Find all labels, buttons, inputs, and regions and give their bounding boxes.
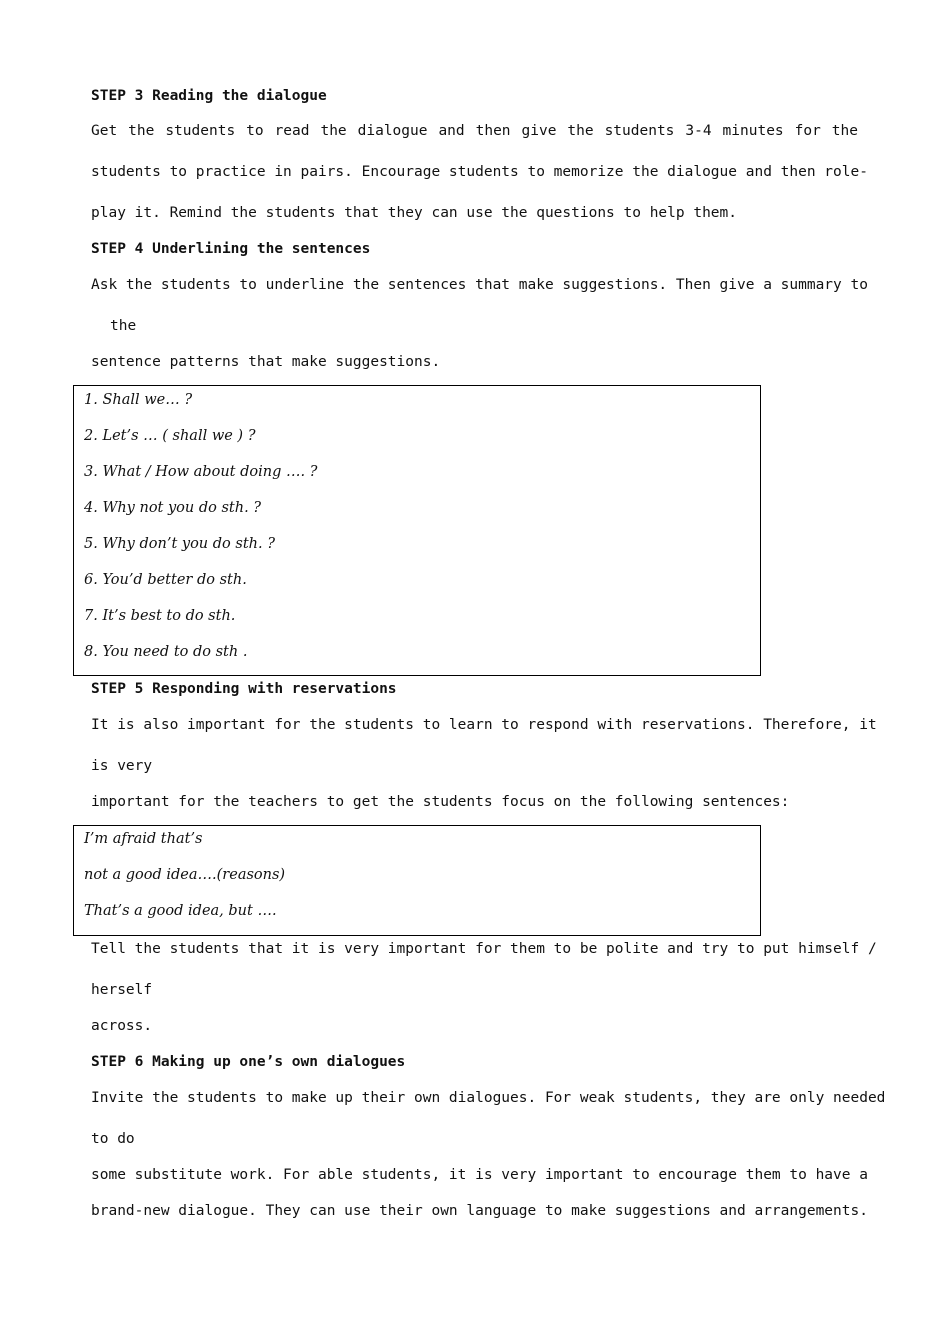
response-item: not a good idea….(reasons) — [84, 867, 286, 883]
step4-line-2: the — [110, 318, 137, 334]
step5-line-2: is very — [91, 758, 153, 774]
step5-line-1: It is also important for the students to learn to respond with reservations. Therefore, it — [91, 717, 877, 733]
step5-heading: STEP 5 Responding with reservations — [91, 681, 397, 697]
pattern-item: 4. Why not you do sth. ? — [84, 500, 262, 516]
pattern-item: 6. You’d better do sth. — [84, 572, 247, 588]
step3-heading: STEP 3 Reading the dialogue — [91, 88, 327, 104]
pattern-item: 3. What / How about doing …. ? — [84, 464, 318, 480]
step6-heading: STEP 6 Making up one’s own dialogues — [91, 1054, 406, 1070]
response-item: That’s a good idea, but …. — [84, 903, 277, 919]
step4-line-1: Ask the students to underline the sentences that make suggestions. Then give a summary to — [91, 277, 868, 293]
step5-after-line-3: across. — [91, 1018, 153, 1034]
pattern-item: 7. It’s best to do sth. — [84, 608, 236, 624]
step5-line-3: important for the teachers to get the students focus on the following sentences: — [91, 794, 790, 810]
step3-line-3: play it. Remind the students that they can use the questions to help them. — [91, 205, 738, 221]
step4-line-3: sentence patterns that make suggestions. — [91, 354, 441, 370]
step4-heading: STEP 4 Underlining the sentences — [91, 241, 371, 257]
step5-after-line-1: Tell the students that it is very important for them to be polite and try to put himself / — [91, 941, 877, 957]
step6-line-4: brand-new dialogue. They can use their own language to make suggestions and arrangements. — [91, 1203, 868, 1219]
pattern-item: 8. You need to do sth . — [84, 644, 248, 660]
pattern-item: 2. Let’s … ( shall we ) ? — [84, 428, 256, 444]
pattern-item: 1. Shall we… ? — [84, 392, 193, 408]
pattern-item: 5. Why don’t you do sth. ? — [84, 536, 275, 552]
step6-line-2: to do — [91, 1131, 135, 1147]
suggestion-patterns-box — [73, 385, 761, 676]
step3-line-2: students to practice in pairs. Encourage students to memorize the dialogue and then role- — [91, 164, 868, 180]
response-item: I’m afraid that’s — [84, 831, 203, 847]
step6-line-1: Invite the students to make up their own dialogues. For weak students, they are only needed — [91, 1090, 886, 1106]
step5-after-line-2: herself — [91, 982, 153, 998]
step3-line-1: Get the students to read the dialogue and then give the students 3-4 minutes for the — [91, 123, 858, 139]
step6-line-3: some substitute work. For able students, it is very important to encourage them to have a — [91, 1167, 868, 1183]
reservation-responses-box — [73, 825, 761, 936]
